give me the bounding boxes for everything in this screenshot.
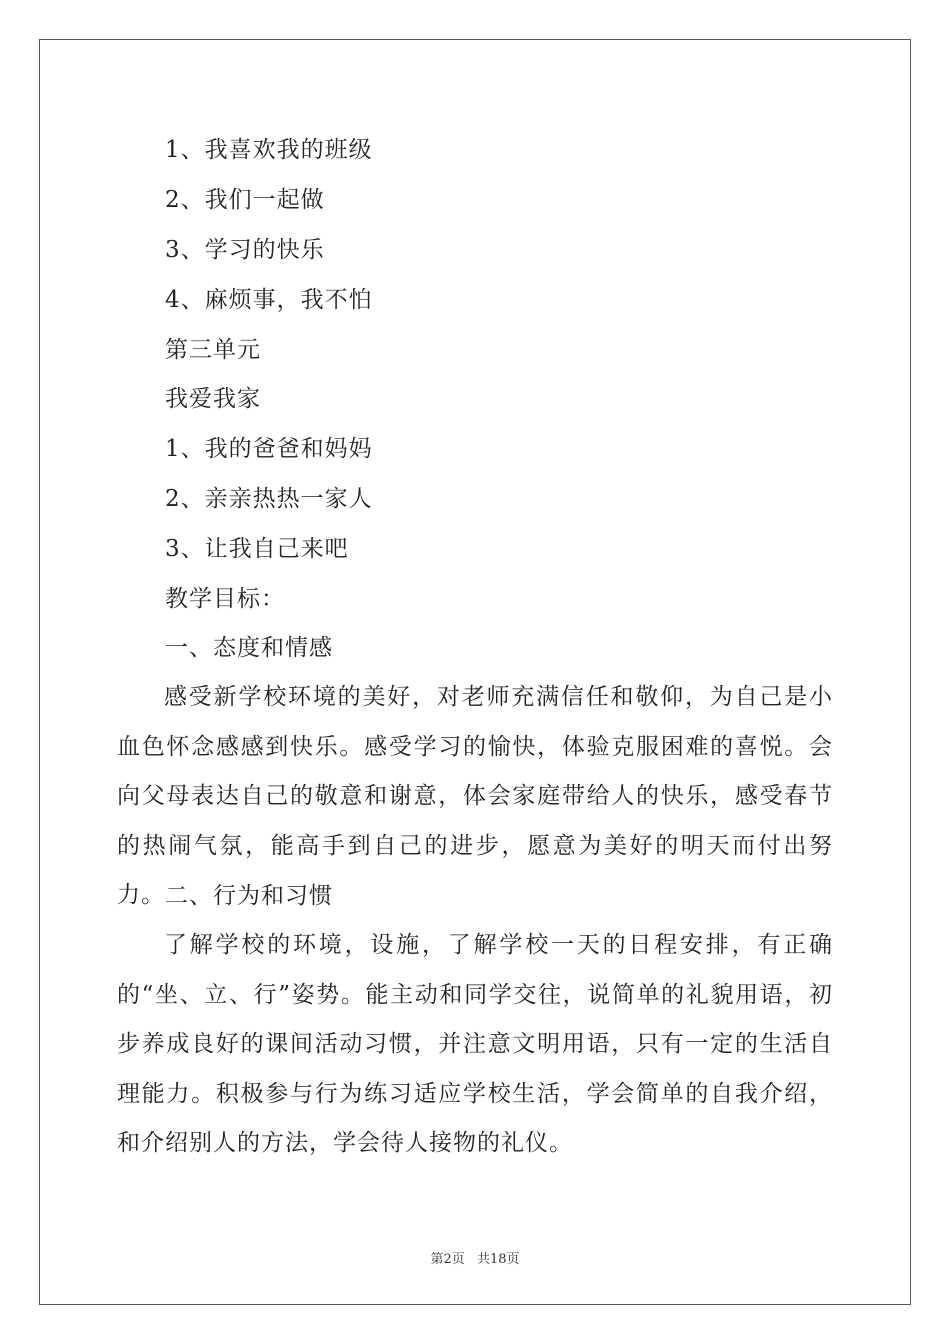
unit3-heading: 第三单元 xyxy=(165,337,261,363)
goal-section-2-paragraph: 了解学校的环境，设施，了解学校一天的日程安排，有正确的“坐、立、行”姿势。能主动和同学交往，说简单的礼貌用语，初步养成良好的课间活动习惯，并注意文明用语，只有一定的生活自理能力。积极参与行为练习适应学校生活，学会简单的自我介绍，和介绍别人的方法，学会待人接物的礼仪。 xyxy=(117,932,833,1156)
list-item-unit2-lesson2: 2、我们一起做 xyxy=(165,187,325,213)
list-item-unit3-lesson3: 3、让我自己来吧 xyxy=(165,536,349,562)
list-item-unit3-lesson2: 2、亲亲热热一家人 xyxy=(165,486,373,512)
goal-section-1-heading: 一、态度和情感 xyxy=(165,635,333,661)
list-item-unit2-lesson3: 3、学习的快乐 xyxy=(165,237,325,263)
teaching-goals-heading: 教学目标： xyxy=(165,586,285,612)
page-number: 第2页 xyxy=(430,1252,465,1267)
list-item-unit2-lesson4: 4、麻烦事，我不怕 xyxy=(165,287,373,313)
unit3-title: 我爱我家 xyxy=(165,386,261,412)
page-footer xyxy=(0,1248,950,1267)
page-total: 共18页 xyxy=(476,1252,520,1267)
goal-section-2-heading: 二、行为和习惯 xyxy=(165,883,333,909)
list-item-unit2-lesson1: 1、我喜欢我的班级 xyxy=(165,137,373,163)
list-item-unit3-lesson1: 1、我的爸爸和妈妈 xyxy=(165,436,373,462)
goal-section-1-paragraph: 感受新学校环境的美好，对老师充满信任和敬仰，为自己是小血色怀念感感到快乐。感受学习的愉快，体验克服困难的喜悦。会向父母表达自己的敬意和谢意，体会家庭带给人的快乐，感受春节的热闹气氛，能高手到自己的进步，愿意为美好的明天而付出努力。 xyxy=(117,684,833,908)
